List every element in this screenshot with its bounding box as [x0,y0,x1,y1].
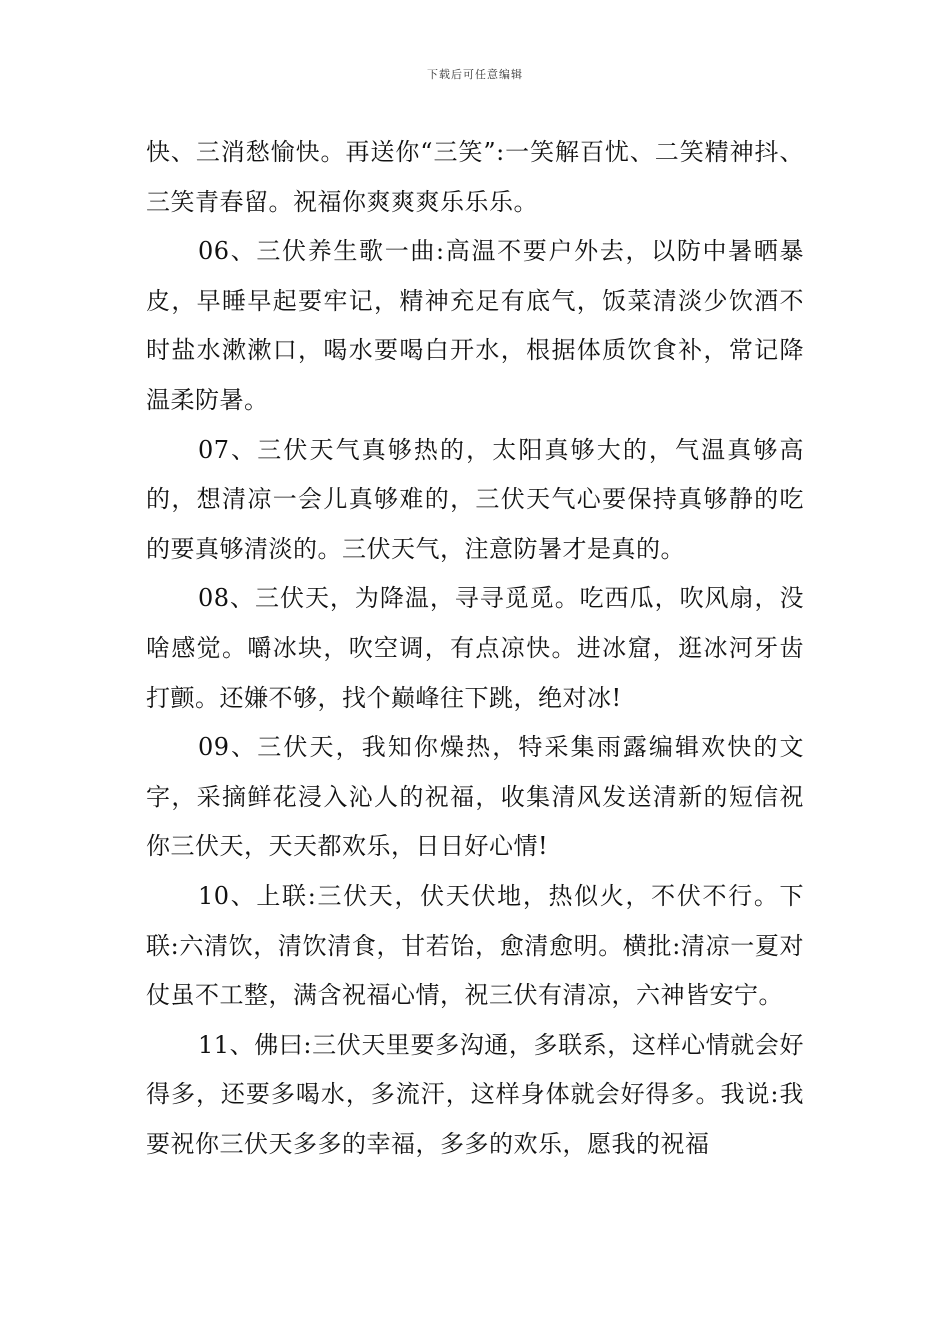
paragraph-06: 06、三伏养生歌一曲:高温不要户外去，以防中暑晒暴皮，早睡早起要牢记，精神充足有底气，饭菜清淡少饮酒不时盐水漱漱口，喝水要喝白开水，根据体质饮食补，常记降温柔防暑。 [146,237,804,414]
document-body [146,128,804,1169]
page-header: 下载后可任意编辑 [427,68,523,81]
paragraph-07: 07、三伏天气真够热的，太阳真够大的，气温真够高的，想清凉一会儿真够难的，三伏天气心要保持真够静的吃的要真够清淡的。三伏天气，注意防暑才是真的。 [146,435,804,563]
paragraph-08: 08、三伏天，为降温，寻寻觅觅。吃西瓜，吹风扇，没啥感觉。嚼冰块，吹空调，有点凉快。进冰窟，逛冰河牙齿打颤。还嫌不够，找个巅峰往下跳，绝对冰! [146,584,804,712]
paragraph-10: 10、上联:三伏天，伏天伏地，热似火，不伏不行。下联:六清饮，清饮清食，甘若饴，愈清愈明。横批:清凉一夏对仗虽不工整，满含祝福心情，祝三伏有清凉，六神皆安宁。 [146,881,804,1010]
paragraph-09: 09、三伏天，我知你燥热，特采集雨露编辑欢快的文字，采摘鲜花浸入沁人的祝福，收集清风发送清新的短信祝你三伏天，天天都欢乐，日日好心情! [146,733,804,861]
paragraph-continued: 快、三消愁愉快。再送你“三笑”:一笑解百忧、二笑精神抖、三笑青春留。祝福你爽爽爽乐乐乐。 [146,138,804,216]
paragraph-11: 11、佛曰:三伏天里要多沟通，多联系，这样心情就会好得多，还要多喝水，多流汗，这样身体就会好得多。我说:我要祝你三伏天多多的幸福，多多的欢乐，愿我的祝福 [146,1030,804,1158]
